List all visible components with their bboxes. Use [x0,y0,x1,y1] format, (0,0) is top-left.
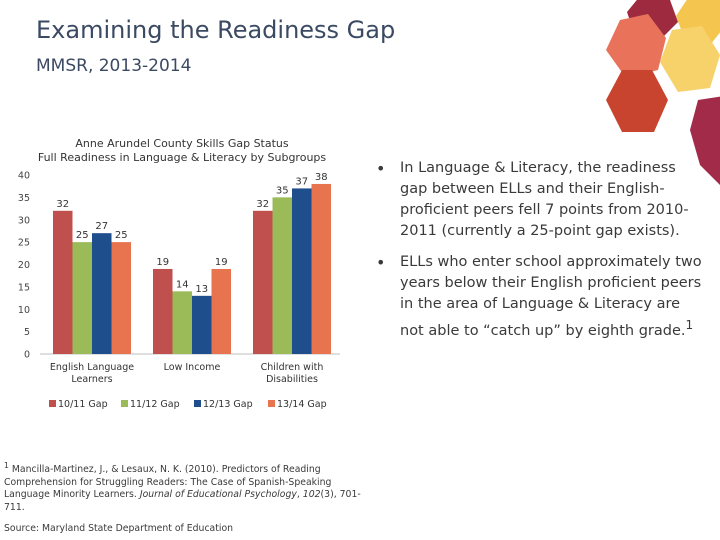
bullet-item [376,252,706,342]
data-label: 38 [314,171,328,183]
chart-title: Anne Arundel County Skills Gap Status [75,137,289,150]
legend-swatch [268,400,275,407]
bar [112,242,132,354]
bar [253,211,273,354]
y-tick-label: 10 [17,304,30,316]
data-label: 32 [56,198,70,210]
y-axis-ticks [18,171,30,361]
bar [92,233,112,354]
legend-swatch [49,400,56,407]
data-label: 32 [256,198,270,210]
data-label: 25 [75,230,89,242]
bar [312,184,332,354]
legend-label: 10/11 Gap [58,399,108,410]
data-label: 19 [156,256,170,268]
bullet-text: ELLs who enter school approximately two years below their English proficient peers in the area of Language & Literacy are not able to “catch up” by eighth grade. [400,254,702,339]
footnote-journal: Journal of Educational Psychology [139,489,297,501]
data-label: 13 [195,283,209,295]
bar [153,269,173,354]
category-label: Children with [260,362,324,373]
data-label: 37 [295,176,309,188]
category-label: Low Income [163,362,221,373]
y-tick-label: 25 [17,237,30,249]
footnote: $^1$ Mancilla-Martinez, J., & Lesaux, N. K. (2010). Predictors of Reading Comprehension for Struggling Readers: The Case of Spanish-Speaking Language Minority Learners. Journal of Educational Psychology, 102(3), 701-711. [4,461,361,513]
category-label: Learners [71,374,113,385]
legend [49,399,327,410]
y-tick-label: 30 [17,215,30,227]
footnote-issue-pages: (3), 701-711. [4,489,361,513]
y-tick-label: 15 [17,282,30,294]
bar [173,291,193,354]
legend-label: 13/14 Gap [277,399,327,410]
y-tick-label: 0 [23,349,30,361]
data-label: 35 [275,185,289,197]
bars [53,172,331,354]
y-tick-label: 40 [17,170,30,182]
bar [73,242,93,354]
legend-label: 12/13 Gap [203,399,253,410]
footnote-authors: Mancilla-Martinez, J., & Lesaux, N. K. (2010). Predictors of Reading Comprehension for Struggling Readers: The Case of Spanish-Speaking Language Minority Learners. [4,464,332,501]
category-label: English Language [49,362,135,373]
data-label: 25 [114,230,128,242]
source-note: Source: Maryland State Department of Education [4,523,234,534]
hexagon-decoration [606,70,668,132]
slide-subtitle: MMSR, 2013-2014 [36,56,192,76]
y-tick-label: 20 [17,260,30,271]
y-tick-label: 5 [23,327,30,339]
footnote-reference: 1 [685,318,694,332]
category-label: Disabilities [266,374,318,385]
chart-svg [0,130,380,420]
data-label: 27 [95,221,109,233]
bar-chart [0,130,380,420]
bullet-item [376,158,706,242]
legend-swatch [194,400,201,407]
data-label: 19 [214,256,228,268]
y-tick-label: 35 [17,192,30,204]
slide-title: Examining the Readiness Gap [36,16,396,44]
legend-label: 11/12 Gap [130,399,180,410]
bar [273,197,293,354]
bar [212,269,232,354]
bullet-marker: • [376,159,386,178]
bar [192,296,212,354]
category-labels [50,362,323,385]
bullet-list [376,158,706,352]
footnote-volume: 102 [302,489,321,501]
bullet-text: In Language & Literacy, the readiness gap between ELLs and their English-proficient peers fell 7 points from 2010-2011 (currently a 25-point gap exists). [400,160,689,239]
chart-subtitle: Full Readiness in Language & Literacy by Subgroups [37,151,327,164]
bullet-marker: • [376,253,386,272]
bar [292,188,312,354]
bar [53,211,73,354]
data-label: 14 [175,279,189,291]
legend-swatch [121,400,128,407]
footnote-marker: 1 [4,461,9,470]
